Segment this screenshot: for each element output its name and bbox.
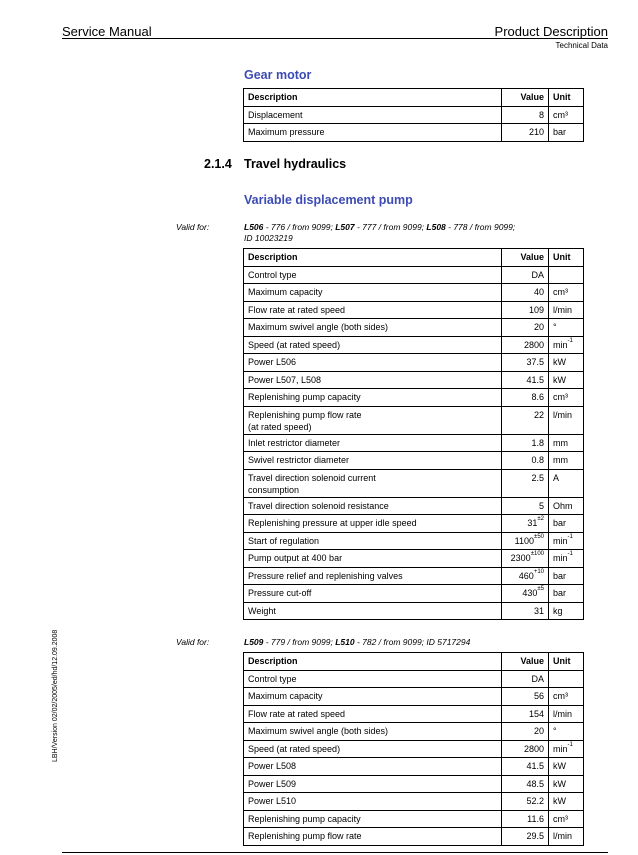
table-row	[244, 124, 584, 142]
header-value: Value	[502, 653, 549, 671]
model-detail: - 777 / from 9099;	[354, 222, 427, 232]
table-row	[244, 434, 584, 452]
header-description: Description	[244, 249, 502, 267]
table-row	[244, 452, 584, 470]
cell-description: Power L507, L508	[244, 371, 502, 389]
model-code: L510	[335, 637, 355, 647]
valid-line-1	[244, 222, 584, 233]
model-code: L507	[335, 222, 355, 232]
footer-rule	[62, 852, 608, 853]
valid-label-1: Valid for:	[176, 222, 210, 232]
cell-unit: cm³	[549, 810, 584, 828]
table-header-row	[244, 89, 584, 107]
unit-exponent: -1	[567, 337, 573, 344]
gear-motor-table	[243, 88, 584, 142]
table-row	[244, 775, 584, 793]
cell-description: Flow rate at rated speed	[244, 301, 502, 319]
header-right: Product Description	[494, 24, 608, 39]
cell-value: 2800	[502, 336, 549, 354]
cell-unit: $\min^{-1}$	[549, 550, 584, 568]
cell-description: Power L508	[244, 758, 502, 776]
cell-unit: $\min^{-1}$	[549, 740, 584, 758]
header-sub: Technical Data	[555, 41, 608, 50]
cell-description: Maximum pressure	[244, 124, 502, 142]
cell-description: Replenishing pump capacity	[244, 810, 502, 828]
section-title: Travel hydraulics	[244, 157, 347, 171]
cell-unit: kW	[549, 354, 584, 372]
pump-title: Variable displacement pump	[244, 193, 413, 207]
table-row	[244, 469, 584, 497]
unit-exponent: -1	[567, 551, 573, 557]
cell-unit: bar	[549, 515, 584, 533]
value-tolerance: ±2	[537, 516, 544, 522]
table-header-row	[244, 249, 584, 267]
cell-value: 48.5	[502, 775, 549, 793]
cell-unit: °	[549, 319, 584, 337]
cell-description: Flow rate at rated speed	[244, 705, 502, 723]
valid-text-1	[244, 222, 584, 244]
pump-table-2	[243, 652, 584, 846]
cell-unit: l/min	[549, 705, 584, 723]
header-value: Value	[502, 89, 549, 107]
cell-description: Pump output at 400 bar	[244, 550, 502, 568]
cell-unit: mm	[549, 452, 584, 470]
cell-value: 210	[502, 124, 549, 142]
model-detail: - 782 / from 9099; ID 5717294	[354, 637, 471, 647]
cell-value: 22	[502, 406, 549, 434]
cell-description: Replenishing pump flow rate (at rated speed)	[244, 406, 502, 434]
model-code: L509	[244, 637, 264, 647]
cell-description: Maximum swivel angle (both sides)	[244, 723, 502, 741]
cell-description: Swivel restrictor diameter	[244, 452, 502, 470]
table-row	[244, 371, 584, 389]
table-row	[244, 810, 584, 828]
valid-line-2	[244, 637, 584, 648]
cell-unit: kW	[549, 793, 584, 811]
cell-description: Weight	[244, 602, 502, 620]
cell-description: Replenishing pressure at upper idle speed	[244, 515, 502, 533]
section-number: 2.1.4	[204, 157, 232, 171]
cell-description: Power L506	[244, 354, 502, 372]
table-row	[244, 723, 584, 741]
cell-unit: Ohm	[549, 497, 584, 515]
side-version-text: LBH/Version 02/02/2005/ed/hd/12.09.2008	[52, 629, 59, 762]
cell-value: 8.6	[502, 389, 549, 407]
header-unit: Unit	[549, 249, 584, 267]
value-tolerance: ±50	[534, 533, 544, 540]
cell-value: 56	[502, 688, 549, 706]
table-row	[244, 301, 584, 319]
model-detail: - 778 / from 9099;	[445, 222, 516, 232]
cell-unit: $\min^{-1}$	[549, 532, 584, 550]
cell-unit: l/min	[549, 406, 584, 434]
cell-unit: cm³	[549, 688, 584, 706]
cell-unit: bar	[549, 567, 584, 585]
cell-unit: kW	[549, 758, 584, 776]
table-row	[244, 705, 584, 723]
cell-description: Displacement	[244, 106, 502, 124]
cell-value: $1100^{\pm 50}$	[502, 532, 549, 550]
table-row	[244, 406, 584, 434]
model-code: L508	[426, 222, 446, 232]
cell-description: Travel direction solenoid resistance	[244, 497, 502, 515]
table-row	[244, 284, 584, 302]
cell-value: 52.2	[502, 793, 549, 811]
cell-unit: cm³	[549, 106, 584, 124]
cell-value: 20	[502, 319, 549, 337]
table-row	[244, 532, 584, 550]
cell-value: 154	[502, 705, 549, 723]
cell-unit: bar	[549, 585, 584, 603]
cell-value: 2.5	[502, 469, 549, 497]
valid-label-2: Valid for:	[176, 637, 210, 647]
cell-value: 1.8	[502, 434, 549, 452]
cell-description: Start of regulation	[244, 532, 502, 550]
cell-value: $2300^{\pm 100}$	[502, 550, 549, 568]
value-tolerance: ±5	[537, 586, 544, 592]
header-description: Description	[244, 653, 502, 671]
cell-description: Travel direction solenoid current consumption	[244, 469, 502, 497]
cell-description: Speed (at rated speed)	[244, 336, 502, 354]
cell-description: Replenishing pump flow rate	[244, 828, 502, 846]
table-row	[244, 758, 584, 776]
cell-unit: A	[549, 469, 584, 497]
table-row	[244, 106, 584, 124]
cell-value: $460^{+10}$	[502, 567, 549, 585]
cell-value: 41.5	[502, 758, 549, 776]
model-detail: - 776 / from 9099;	[263, 222, 336, 232]
cell-unit	[549, 670, 584, 688]
cell-unit: l/min	[549, 828, 584, 846]
table-row	[244, 567, 584, 585]
table-row	[244, 336, 584, 354]
cell-description: Inlet restrictor diameter	[244, 434, 502, 452]
gear-motor-title: Gear motor	[244, 68, 312, 82]
cell-value: $31^{\pm 2}$	[502, 515, 549, 533]
cell-value: 11.6	[502, 810, 549, 828]
table-header-row	[244, 653, 584, 671]
cell-unit: l/min	[549, 301, 584, 319]
value-tolerance: +10	[533, 568, 544, 575]
table-row	[244, 266, 584, 284]
cell-value: 40	[502, 284, 549, 302]
unit-exponent: -1	[567, 741, 573, 748]
table-row	[244, 497, 584, 515]
table-row	[244, 585, 584, 603]
cell-value: 37.5	[502, 354, 549, 372]
header-description: Description	[244, 89, 502, 107]
cell-description: Replenishing pump capacity	[244, 389, 502, 407]
cell-description: Maximum swivel angle (both sides)	[244, 319, 502, 337]
cell-unit: kW	[549, 775, 584, 793]
cell-value: DA	[502, 670, 549, 688]
table-row	[244, 740, 584, 758]
cell-value: 8	[502, 106, 549, 124]
table-row	[244, 688, 584, 706]
cell-unit: kW	[549, 371, 584, 389]
cell-value: 2800	[502, 740, 549, 758]
table-row	[244, 602, 584, 620]
model-code: L506	[244, 222, 264, 232]
cell-description: Power L510	[244, 793, 502, 811]
table-row	[244, 670, 584, 688]
valid-id-1: ID 10023219	[244, 233, 293, 243]
cell-description: Pressure cut-off	[244, 585, 502, 603]
cell-value: 109	[502, 301, 549, 319]
cell-description: Maximum capacity	[244, 284, 502, 302]
header-unit: Unit	[549, 653, 584, 671]
cell-unit: cm³	[549, 284, 584, 302]
table-row	[244, 319, 584, 337]
table-row	[244, 354, 584, 372]
unit-exponent: -1	[567, 533, 573, 540]
pump-table-1	[243, 248, 584, 620]
model-detail: - 779 / from 9099;	[263, 637, 336, 647]
cell-value: $430^{\pm 5}$	[502, 585, 549, 603]
cell-description: Pressure relief and replenishing valves	[244, 567, 502, 585]
cell-value: 31	[502, 602, 549, 620]
header-value: Value	[502, 249, 549, 267]
header-rule	[62, 38, 608, 39]
cell-description: Power L509	[244, 775, 502, 793]
cell-description: Control type	[244, 266, 502, 284]
table-row	[244, 793, 584, 811]
table-row	[244, 550, 584, 568]
cell-unit: cm³	[549, 389, 584, 407]
cell-value: 29.5	[502, 828, 549, 846]
table-row	[244, 828, 584, 846]
cell-description: Maximum capacity	[244, 688, 502, 706]
header-unit: Unit	[549, 89, 584, 107]
cell-value: 41.5	[502, 371, 549, 389]
header-left: Service Manual	[62, 24, 152, 39]
cell-unit	[549, 266, 584, 284]
table-row	[244, 389, 584, 407]
cell-value: 20	[502, 723, 549, 741]
cell-value: DA	[502, 266, 549, 284]
cell-unit: kg	[549, 602, 584, 620]
cell-description: Speed (at rated speed)	[244, 740, 502, 758]
cell-value: 5	[502, 497, 549, 515]
value-tolerance: ±100	[530, 551, 544, 557]
cell-unit: bar	[549, 124, 584, 142]
cell-unit: mm	[549, 434, 584, 452]
valid-text-2	[244, 637, 584, 648]
table-row	[244, 515, 584, 533]
cell-unit: °	[549, 723, 584, 741]
cell-description: Control type	[244, 670, 502, 688]
cell-unit: $\min^{-1}$	[549, 336, 584, 354]
cell-value: 0.8	[502, 452, 549, 470]
